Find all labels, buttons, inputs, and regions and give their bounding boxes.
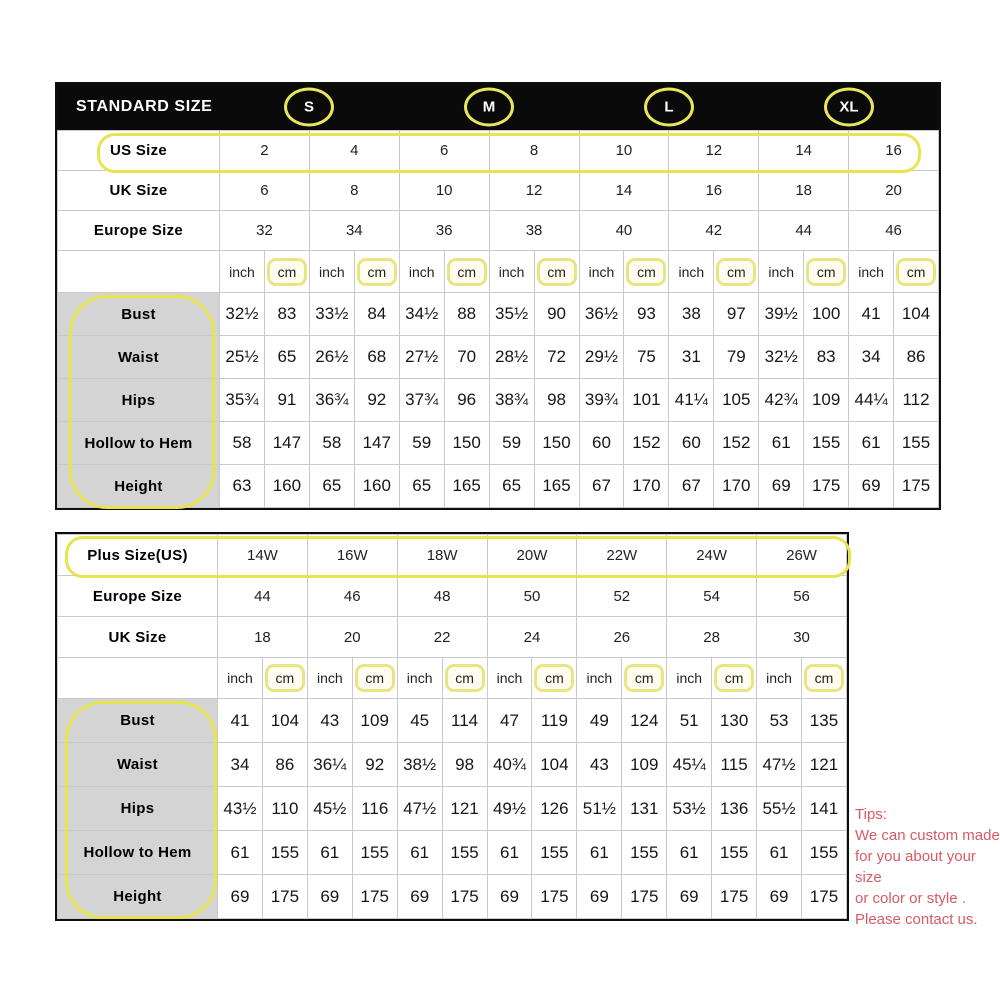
measure-cell: 61: [307, 831, 352, 875]
size-cell: 22W: [577, 535, 667, 576]
measure-cell: 59: [399, 422, 444, 465]
measure-cell: 170: [714, 465, 759, 508]
measure-cell: 37¾: [399, 379, 444, 422]
inch-cell: inch: [399, 251, 444, 293]
size-cell: 2: [220, 131, 310, 171]
measure-cell: 51½: [577, 787, 622, 831]
row-label: Waist: [58, 336, 220, 379]
measure-cell: 60: [669, 422, 714, 465]
measure-cell: 35½: [489, 293, 534, 336]
size-row: [58, 211, 939, 251]
cm-highlight-box: cm: [716, 258, 756, 286]
cm-cell: [534, 251, 579, 293]
measure-cell: 72: [534, 336, 579, 379]
size-cell: 50: [487, 576, 577, 617]
measure-cell: 53½: [667, 787, 712, 831]
size-cell: 48: [397, 576, 487, 617]
row-label: Height: [58, 875, 218, 919]
measure-cell: 141: [801, 787, 846, 831]
size-cell: 22: [397, 617, 487, 658]
measure-cell: 53: [757, 699, 802, 743]
tips-line: Please contact us.: [855, 911, 978, 928]
inch-cell: inch: [759, 251, 804, 293]
cm-cell: [262, 658, 307, 699]
tips-line: for you about your size: [855, 848, 976, 886]
cm-cell: [801, 658, 846, 699]
measure-cell: 67: [579, 465, 624, 508]
measure-cell: 109: [804, 379, 849, 422]
measure-cell: 119: [532, 699, 577, 743]
row-label: Height: [58, 465, 220, 508]
measure-cell: 175: [804, 465, 849, 508]
row-label: UK Size: [58, 171, 220, 211]
size-cell: 12: [669, 131, 759, 171]
measure-cell: 65: [264, 336, 309, 379]
measure-cell: 155: [712, 831, 757, 875]
size-cell: 26W: [757, 535, 847, 576]
measure-cell: 41: [218, 699, 263, 743]
measure-cell: 28½: [489, 336, 534, 379]
measure-cell: 69: [397, 875, 442, 919]
measure-cell: 34½: [399, 293, 444, 336]
size-cell: 16: [849, 131, 939, 171]
measure-cell: 90: [534, 293, 579, 336]
size-cell: 28: [667, 617, 757, 658]
measure-cell: 27½: [399, 336, 444, 379]
tips-line: or color or style .: [855, 890, 966, 907]
size-cell: 4: [309, 131, 399, 171]
measure-cell: 31: [669, 336, 714, 379]
measure-cell: 100: [804, 293, 849, 336]
measure-row: [58, 743, 847, 787]
cm-cell: [264, 251, 309, 293]
cm-cell: [352, 658, 397, 699]
measure-cell: 124: [622, 699, 667, 743]
measure-cell: 96: [444, 379, 489, 422]
measure-cell: 104: [262, 699, 307, 743]
size-cell: 6: [399, 131, 489, 171]
cm-highlight-box: cm: [804, 664, 844, 692]
measure-cell: 41¼: [669, 379, 714, 422]
measure-cell: 93: [624, 293, 669, 336]
measure-cell: 69: [307, 875, 352, 919]
inch-cell: inch: [220, 251, 265, 293]
measure-cell: 61: [487, 831, 532, 875]
measure-cell: 61: [759, 422, 804, 465]
measure-cell: 104: [532, 743, 577, 787]
size-cell: 40: [579, 211, 669, 251]
measure-cell: 155: [801, 831, 846, 875]
size-cell: 36: [399, 211, 489, 251]
measure-cell: 36½: [579, 293, 624, 336]
measure-cell: 83: [804, 336, 849, 379]
cm-cell: [622, 658, 667, 699]
measure-cell: 36¼: [307, 743, 352, 787]
row-label: Europe Size: [58, 576, 218, 617]
measure-cell: 59: [489, 422, 534, 465]
measure-cell: 155: [622, 831, 667, 875]
measure-cell: 150: [534, 422, 579, 465]
measure-cell: 105: [714, 379, 759, 422]
row-label: Hollow to Hem: [58, 422, 220, 465]
inch-cell: inch: [489, 251, 534, 293]
inch-cell: inch: [579, 251, 624, 293]
size-circle-s: S: [284, 88, 334, 127]
measure-cell: 33½: [309, 293, 354, 336]
measure-cell: 91: [264, 379, 309, 422]
cm-highlight-box: cm: [896, 258, 936, 286]
size-cell: 32: [220, 211, 310, 251]
measure-cell: 114: [442, 699, 487, 743]
row-label: UK Size: [58, 617, 218, 658]
measure-cell: 175: [262, 875, 307, 919]
cm-cell: [714, 251, 759, 293]
size-cell: 44: [218, 576, 308, 617]
measure-cell: 92: [354, 379, 399, 422]
size-cell: 20W: [487, 535, 577, 576]
measure-cell: 155: [532, 831, 577, 875]
inch-cell: inch: [218, 658, 263, 699]
measure-cell: 165: [444, 465, 489, 508]
corner-cell: [58, 251, 220, 293]
size-cell: 10: [399, 171, 489, 211]
measure-cell: 69: [849, 465, 894, 508]
measure-row: [58, 379, 939, 422]
measure-cell: 86: [262, 743, 307, 787]
measure-row: [58, 293, 939, 336]
cm-highlight-box: cm: [267, 258, 307, 286]
measure-cell: 43: [577, 743, 622, 787]
measure-cell: 109: [352, 699, 397, 743]
measure-cell: 60: [579, 422, 624, 465]
measure-row: [58, 699, 847, 743]
inch-cell: inch: [757, 658, 802, 699]
measure-cell: 40¾: [487, 743, 532, 787]
measure-row: [58, 422, 939, 465]
measure-cell: 88: [444, 293, 489, 336]
size-cell: 14W: [218, 535, 308, 576]
measure-cell: 58: [309, 422, 354, 465]
inch-cell: inch: [307, 658, 352, 699]
measure-cell: 38: [669, 293, 714, 336]
size-cell: 12: [489, 171, 579, 211]
measure-cell: 175: [532, 875, 577, 919]
row-label: Hollow to Hem: [58, 831, 218, 875]
measure-cell: 49: [577, 699, 622, 743]
unit-row: [58, 658, 847, 699]
unit-row: [58, 251, 939, 293]
measure-cell: 32½: [220, 293, 265, 336]
measure-cell: 112: [894, 379, 939, 422]
measure-cell: 61: [218, 831, 263, 875]
measure-row: [58, 831, 847, 875]
size-cell: 18: [218, 617, 308, 658]
measure-cell: 65: [399, 465, 444, 508]
cm-highlight-box: cm: [537, 258, 577, 286]
measure-cell: 45¼: [667, 743, 712, 787]
cm-highlight-box: cm: [714, 664, 754, 692]
size-row: [58, 171, 939, 211]
measure-cell: 61: [757, 831, 802, 875]
measure-cell: 45: [397, 699, 442, 743]
measure-row: [58, 875, 847, 919]
plus-size-table: [55, 532, 849, 921]
row-label: Waist: [58, 743, 218, 787]
row-label: US Size: [58, 131, 220, 171]
size-cell: 14: [759, 131, 849, 171]
size-cell: 42: [669, 211, 759, 251]
cm-cell: [712, 658, 757, 699]
measure-cell: 29½: [579, 336, 624, 379]
inch-cell: inch: [577, 658, 622, 699]
measure-cell: 61: [849, 422, 894, 465]
size-cell: 20: [849, 171, 939, 211]
measure-cell: 131: [622, 787, 667, 831]
measure-cell: 65: [489, 465, 534, 508]
size-cell: 20: [307, 617, 397, 658]
size-row: [58, 617, 847, 658]
measure-cell: 175: [712, 875, 757, 919]
cm-highlight-box: cm: [534, 664, 574, 692]
measure-cell: 116: [352, 787, 397, 831]
measure-cell: 44¼: [849, 379, 894, 422]
measure-cell: 51: [667, 699, 712, 743]
measure-cell: 45½: [307, 787, 352, 831]
standard-size-title: STANDARD SIZE: [76, 98, 213, 115]
cm-cell: [894, 251, 939, 293]
measure-cell: 109: [622, 743, 667, 787]
cm-highlight-box: cm: [447, 258, 487, 286]
measure-cell: 47: [487, 699, 532, 743]
measure-cell: 67: [669, 465, 714, 508]
measure-cell: 115: [712, 743, 757, 787]
corner-cell: [58, 658, 218, 699]
measure-cell: 175: [894, 465, 939, 508]
measure-cell: 150: [444, 422, 489, 465]
cm-highlight-box: cm: [624, 664, 664, 692]
measure-cell: 36¾: [309, 379, 354, 422]
measure-cell: 47½: [757, 743, 802, 787]
cm-highlight-box: cm: [357, 258, 397, 286]
measure-cell: 175: [442, 875, 487, 919]
measure-cell: 35¾: [220, 379, 265, 422]
size-cell: 30: [757, 617, 847, 658]
measure-row: [58, 336, 939, 379]
measure-cell: 175: [622, 875, 667, 919]
measure-cell: 55½: [757, 787, 802, 831]
measure-cell: 152: [714, 422, 759, 465]
size-cell: 34: [309, 211, 399, 251]
standard-size-table: [55, 82, 941, 510]
row-label: Plus Size(US): [58, 535, 218, 576]
inch-cell: inch: [487, 658, 532, 699]
measure-cell: 42¾: [759, 379, 804, 422]
measure-cell: 69: [759, 465, 804, 508]
size-cell: 52: [577, 576, 667, 617]
measure-cell: 165: [534, 465, 579, 508]
measure-cell: 110: [262, 787, 307, 831]
row-label: Bust: [58, 699, 218, 743]
measure-cell: 43: [307, 699, 352, 743]
measure-cell: 34: [849, 336, 894, 379]
measure-cell: 68: [354, 336, 399, 379]
measure-cell: 43½: [218, 787, 263, 831]
measure-cell: 75: [624, 336, 669, 379]
measure-cell: 155: [442, 831, 487, 875]
cm-highlight-box: cm: [265, 664, 305, 692]
measure-cell: 175: [352, 875, 397, 919]
measure-cell: 147: [354, 422, 399, 465]
row-label: Bust: [58, 293, 220, 336]
measure-cell: 41: [849, 293, 894, 336]
measure-cell: 155: [894, 422, 939, 465]
measure-cell: 65: [309, 465, 354, 508]
size-cell: 46: [307, 576, 397, 617]
size-cell: 6: [220, 171, 310, 211]
measure-cell: 155: [804, 422, 849, 465]
measure-cell: 84: [354, 293, 399, 336]
standard-size-grid: [57, 130, 939, 508]
measure-cell: 47½: [397, 787, 442, 831]
size-cell: 18W: [397, 535, 487, 576]
measure-cell: 135: [801, 699, 846, 743]
measure-cell: 152: [624, 422, 669, 465]
size-cell: 14: [579, 171, 669, 211]
measure-cell: 130: [712, 699, 757, 743]
measure-cell: 155: [262, 831, 307, 875]
size-cell: 56: [757, 576, 847, 617]
measure-cell: 160: [264, 465, 309, 508]
measure-cell: 86: [894, 336, 939, 379]
measure-cell: 79: [714, 336, 759, 379]
measure-cell: 101: [624, 379, 669, 422]
measure-cell: 175: [801, 875, 846, 919]
size-cell: 8: [489, 131, 579, 171]
measure-cell: 160: [354, 465, 399, 508]
tips-line: We can custom made: [855, 827, 1000, 844]
measure-cell: 61: [577, 831, 622, 875]
measure-cell: 155: [352, 831, 397, 875]
measure-cell: 121: [442, 787, 487, 831]
measure-cell: 38¾: [489, 379, 534, 422]
measure-cell: 147: [264, 422, 309, 465]
measure-cell: 61: [667, 831, 712, 875]
size-cell: 44: [759, 211, 849, 251]
cm-highlight-box: cm: [355, 664, 395, 692]
measure-cell: 49½: [487, 787, 532, 831]
plus-size-grid: [57, 534, 847, 919]
measure-cell: 136: [712, 787, 757, 831]
measure-cell: 83: [264, 293, 309, 336]
measure-cell: 92: [352, 743, 397, 787]
size-circle-m: M: [464, 88, 514, 127]
inch-cell: inch: [397, 658, 442, 699]
measure-cell: 69: [757, 875, 802, 919]
measure-cell: 70: [444, 336, 489, 379]
measure-cell: 170: [624, 465, 669, 508]
size-cell: 10: [579, 131, 669, 171]
size-row: [58, 535, 847, 576]
measure-cell: 97: [714, 293, 759, 336]
size-cell: 16: [669, 171, 759, 211]
size-row: [58, 576, 847, 617]
size-cell: 54: [667, 576, 757, 617]
cm-cell: [804, 251, 849, 293]
cm-highlight-box: cm: [445, 664, 485, 692]
size-row: [58, 131, 939, 171]
measure-cell: 98: [534, 379, 579, 422]
cm-cell: [624, 251, 669, 293]
measure-cell: 121: [801, 743, 846, 787]
measure-cell: 38½: [397, 743, 442, 787]
measure-cell: 69: [218, 875, 263, 919]
size-cell: 18: [759, 171, 849, 211]
cm-cell: [532, 658, 577, 699]
size-cell: 38: [489, 211, 579, 251]
row-label: Europe Size: [58, 211, 220, 251]
size-cell: 16W: [307, 535, 397, 576]
measure-cell: 32½: [759, 336, 804, 379]
measure-cell: 34: [218, 743, 263, 787]
inch-cell: inch: [667, 658, 712, 699]
measure-cell: 39¾: [579, 379, 624, 422]
measure-cell: 61: [397, 831, 442, 875]
cm-cell: [444, 251, 489, 293]
measure-cell: 25½: [220, 336, 265, 379]
measure-row: [58, 787, 847, 831]
row-label: Hips: [58, 379, 220, 422]
measure-row: [58, 465, 939, 508]
measure-cell: 104: [894, 293, 939, 336]
measure-cell: 58: [220, 422, 265, 465]
measure-cell: 69: [577, 875, 622, 919]
inch-cell: inch: [309, 251, 354, 293]
row-label: Hips: [58, 787, 218, 831]
size-circle-xl: XL: [824, 88, 874, 127]
measure-cell: 63: [220, 465, 265, 508]
standard-size-header: [57, 84, 939, 130]
measure-cell: 39½: [759, 293, 804, 336]
measure-cell: 126: [532, 787, 577, 831]
size-circle-l: L: [644, 88, 694, 127]
size-cell: 24W: [667, 535, 757, 576]
cm-highlight-box: cm: [626, 258, 666, 286]
measure-cell: 26½: [309, 336, 354, 379]
inch-cell: inch: [849, 251, 894, 293]
size-cell: 8: [309, 171, 399, 211]
cm-cell: [442, 658, 487, 699]
cm-cell: [354, 251, 399, 293]
cm-highlight-box: cm: [806, 258, 846, 286]
custom-tips-note: [855, 804, 1000, 930]
measure-cell: 69: [487, 875, 532, 919]
tips-title: Tips:: [855, 806, 887, 823]
size-cell: 24: [487, 617, 577, 658]
measure-cell: 98: [442, 743, 487, 787]
measure-cell: 69: [667, 875, 712, 919]
size-cell: 46: [849, 211, 939, 251]
size-cell: 26: [577, 617, 667, 658]
inch-cell: inch: [669, 251, 714, 293]
